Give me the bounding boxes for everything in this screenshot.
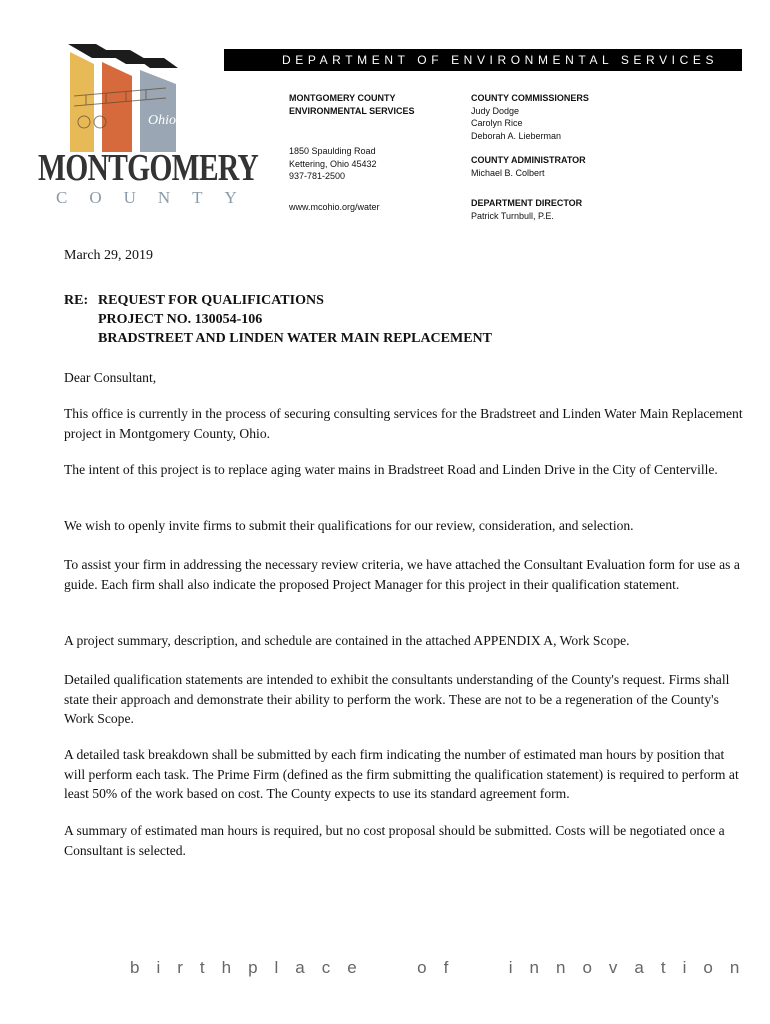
subject-block — [64, 291, 492, 348]
footer-tagline: birthplace of innovation — [130, 958, 757, 977]
org-line1: MONTGOMERY COUNTY — [289, 93, 396, 103]
salutation: Dear Consultant, — [64, 370, 157, 385]
commissioner-name: Judy Dodge — [471, 105, 520, 116]
paragraph: Detailed qualification statements are intended to exhibit the consultants understanding of the County's request. Firms shall state their approach and demonstrate their ability to perform the work. These are not to be a regeneration of the County's Work Scope. — [64, 672, 730, 726]
director-name: Patrick Turnbull, P.E. — [471, 210, 554, 221]
right-header — [471, 92, 589, 222]
paragraph: To assist your firm in addressing the necessary review criteria, we have attached the Consultant Evaluation form for use as a guide. Each firm shall also indicate the proposed Project Manager for this project in their qualification statement. — [64, 557, 740, 592]
commissioner-name: Carolyn Rice — [471, 118, 523, 128]
director-heading: DEPARTMENT DIRECTOR — [471, 198, 583, 208]
paragraph: The intent of this project is to replace aging water mains in Bradstreet Road and Linden Drive in the City of Centerville. — [64, 462, 718, 477]
paragraph: A project summary, description, and schedule are contained in the attached APPENDIX A, Work Scope. — [64, 633, 630, 648]
left-header — [289, 92, 415, 213]
letter-date: March 29, 2019 — [64, 248, 154, 263]
website-link[interactable]: www.mcohio.org/water — [289, 201, 380, 212]
paragraph: This office is currently in the process of securing consulting services for the Bradstreet and Linden Water Main Replacement project in Montgomery County, Ohio. — [64, 406, 743, 441]
org-line2: ENVIRONMENTAL SERVICES — [289, 105, 415, 116]
paragraph: We wish to openly invite firms to submit their qualifications for our review, consideration, and selection. — [64, 518, 634, 533]
address-line1: 1850 Spaulding Road — [289, 146, 376, 156]
administrator-name: Michael B. Colbert — [471, 167, 545, 178]
re-line3: BRADSTREET AND LINDEN WATER MAIN REPLACEMENT — [98, 331, 493, 346]
logo-ohio-text: Ohio — [148, 113, 176, 128]
logo-subtitle: COUNTY — [56, 188, 259, 207]
address-line2: Kettering, Ohio 45432 — [289, 158, 377, 169]
commissioners-heading: COUNTY COMMISSIONERS — [471, 93, 589, 103]
administrator-heading: COUNTY ADMINISTRATOR — [471, 155, 586, 165]
re-line1: REQUEST FOR QUALIFICATIONS — [98, 293, 324, 308]
re-line2: PROJECT NO. 130054-106 — [98, 312, 263, 327]
logo-title: MONTGOMERY — [38, 147, 259, 189]
phone: 937-781-2500 — [289, 171, 346, 181]
re-label: RE: — [64, 293, 89, 308]
department-banner: DEPARTMENT OF ENVIRONMENTAL SERVICES — [224, 49, 742, 71]
paragraph: A summary of estimated man hours is required, but no cost proposal should be submitted. Costs will be negotiated once a Consultant is selected. — [64, 823, 725, 858]
paragraph: A detailed task breakdown shall be submitted by each firm indicating the number of estimated man hours by position that will perform each task. The Prime Firm (defined as the firm submitting the qualification statement) is required to perform at least 50% of the work based on cost. The County expects to use its standard agreement form. — [64, 747, 739, 801]
commissioner-name: Deborah A. Lieberman — [471, 130, 562, 141]
